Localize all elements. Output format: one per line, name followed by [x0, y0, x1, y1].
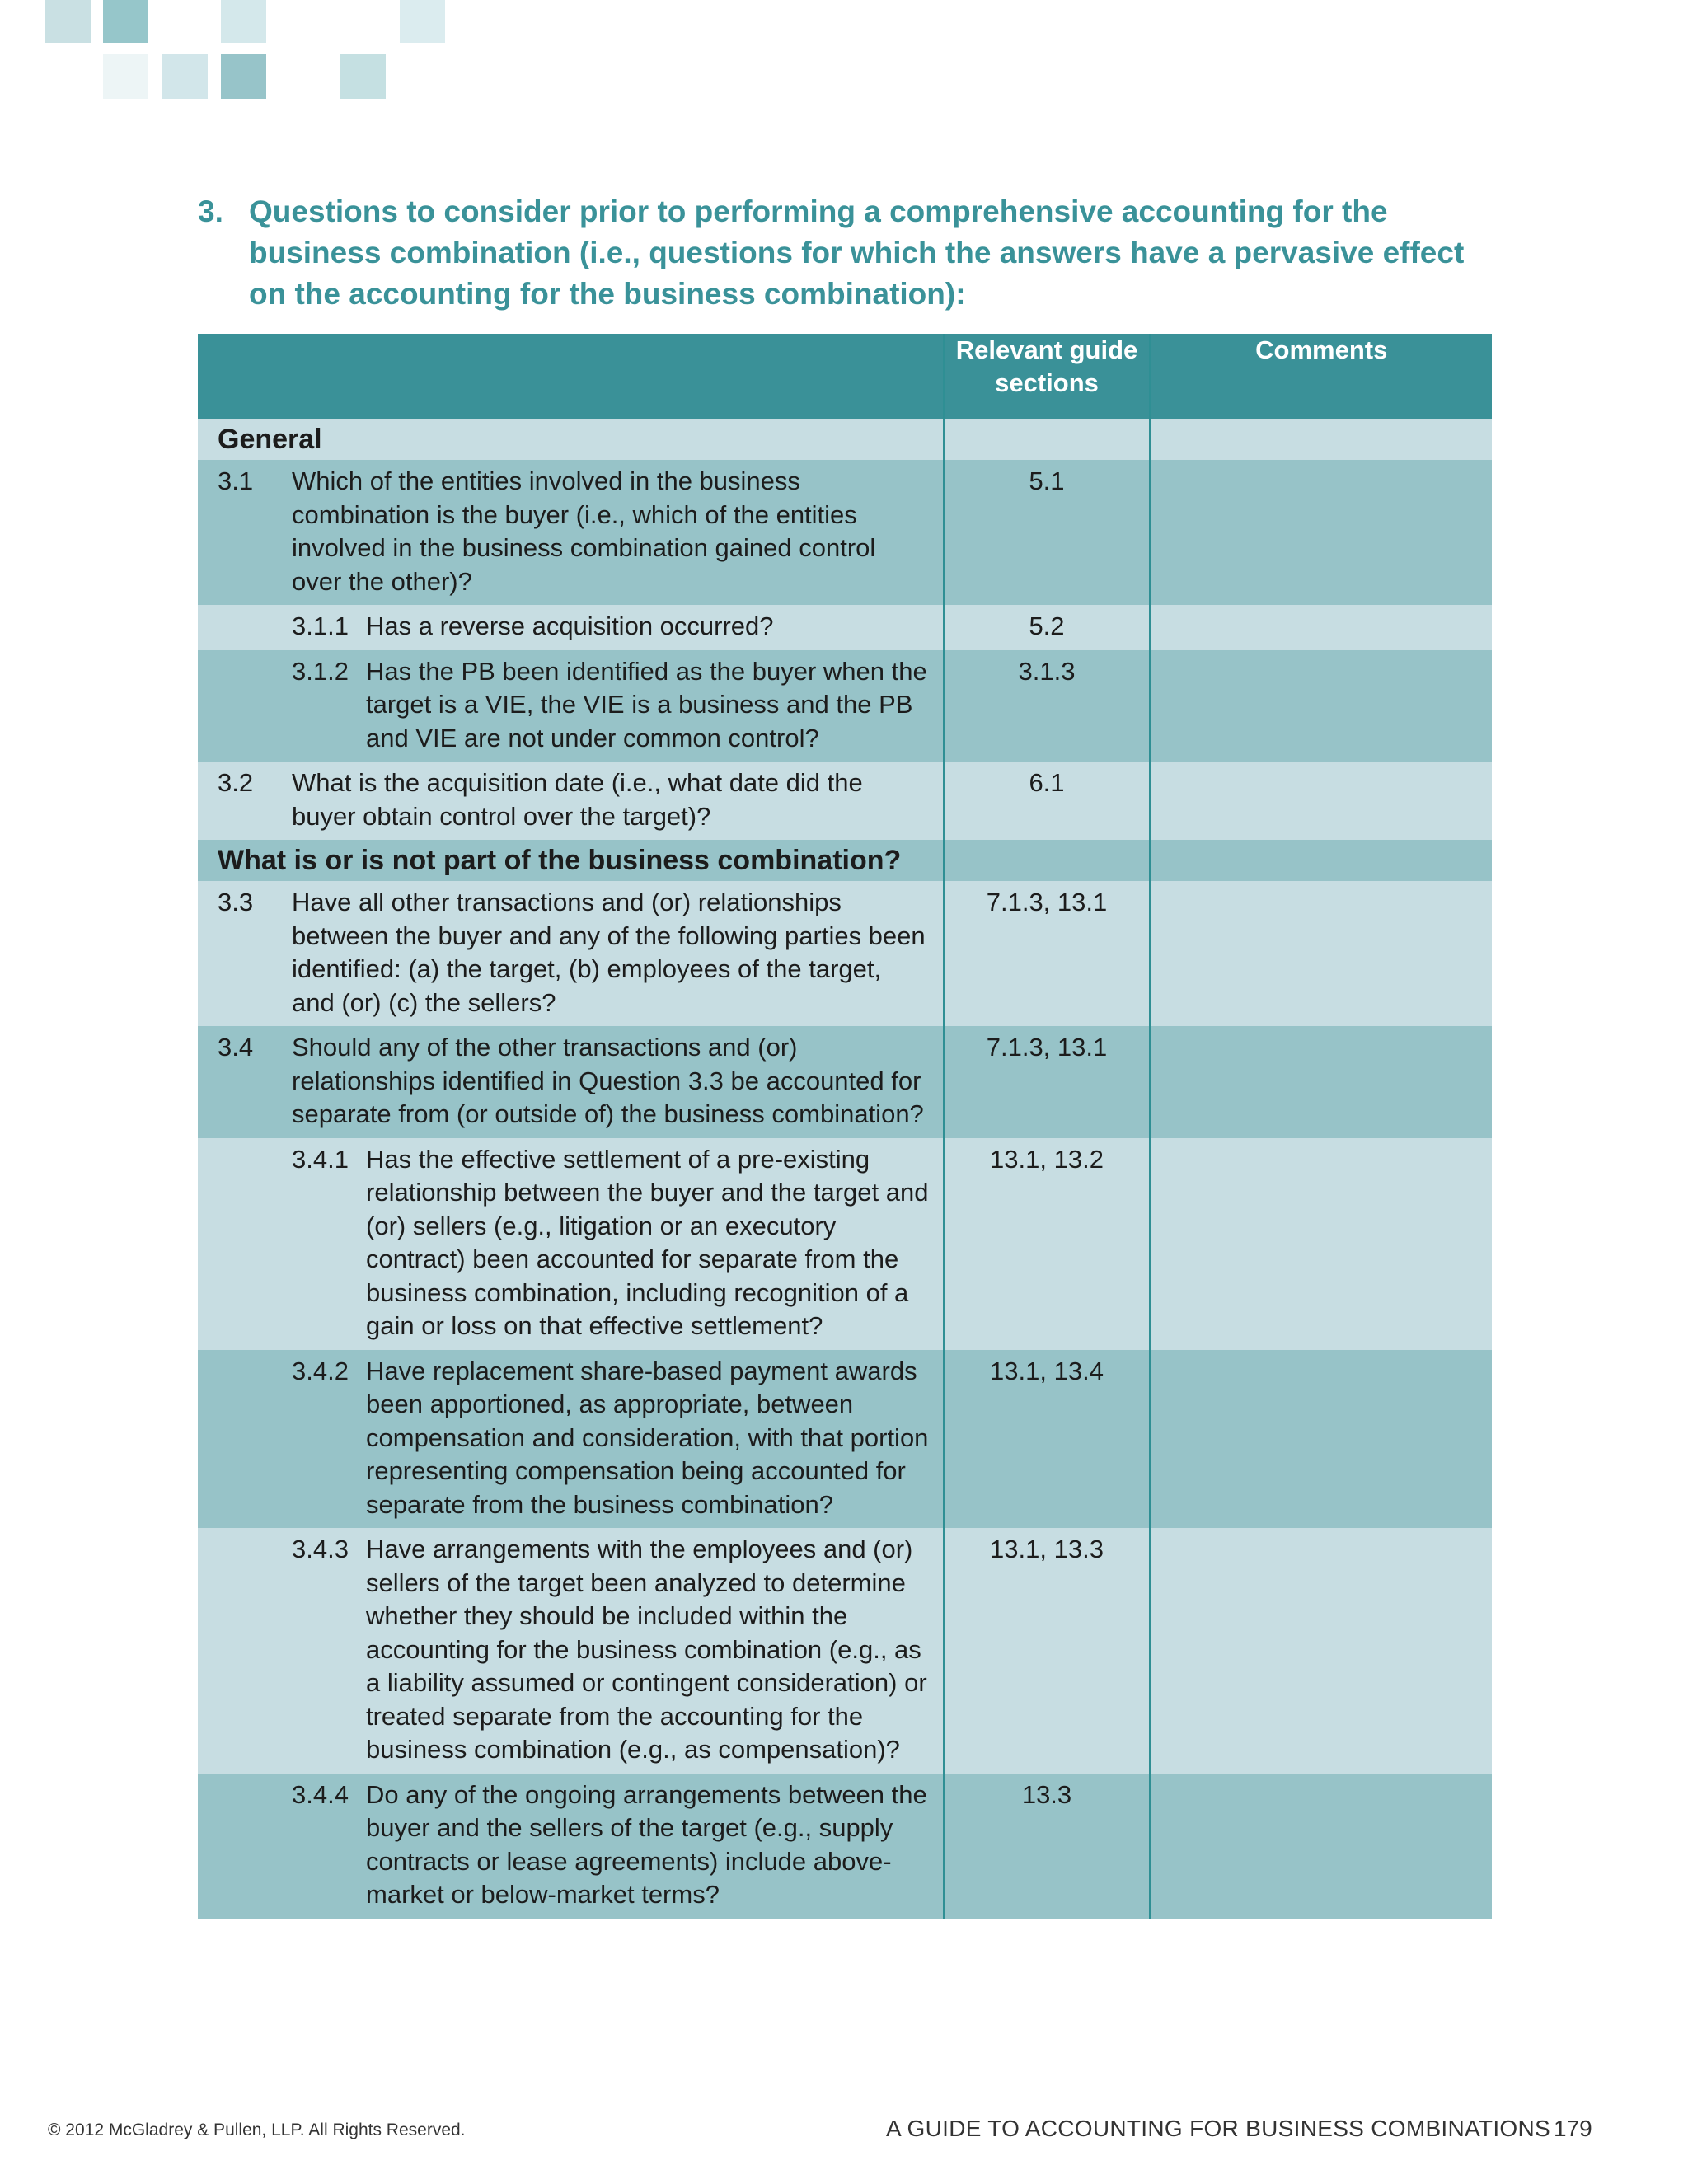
guide-section-ref: 5.1 [1029, 466, 1065, 495]
comment-cell[interactable] [1150, 881, 1492, 1026]
question-text: Have replacement share-based payment awards been apportioned, as appropriate, between compensation and consideration, with that portion representing compensation being accounted for separate from the business combination? [366, 1356, 929, 1519]
decorative-square [103, 0, 148, 43]
guide-section-ref: 3.1.3 [1018, 656, 1076, 686]
guide-section-ref: 13.1, 13.2 [990, 1144, 1104, 1174]
guide-section-ref: 5.2 [1029, 612, 1065, 640]
table-row [198, 1528, 1492, 1774]
guide-section-ref: 7.1.3, 13.1 [986, 888, 1108, 916]
heading-number: 3. [198, 194, 223, 228]
section-heading [198, 191, 1484, 315]
header-relevant-sections: Relevant guide sections [944, 334, 1150, 419]
page-number: 179 [1554, 2116, 1592, 2141]
question-number: 3.4.4 [292, 1779, 349, 1809]
table-row [198, 1774, 1492, 1919]
decorative-square [221, 54, 266, 99]
section-row-general [198, 419, 1492, 460]
question-text: Should any of the other transactions and (or) relationships identified in Question 3.3 be accounted for separate from (or outside of) the business combination? [292, 1033, 924, 1128]
comment-cell[interactable] [1150, 650, 1492, 762]
question-text: Which of the entities involved in the business combination is the buyer (i.e., which of the entities involved in the business combination gained control over the other)? [292, 466, 876, 596]
section-title: What is or is not part of the business combination? [218, 845, 902, 876]
question-text: What is the acquisition date (i.e., what date did the buyer obtain control over the target)? [292, 768, 863, 831]
heading-text: Questions to consider prior to performing a comprehensive accounting for the business combination (i.e., questions for which the answers have a pervasive effect on the accounting for the business combination): [249, 194, 1465, 311]
decorative-square [400, 0, 445, 43]
running-title: A GUIDE TO ACCOUNTING FOR BUSINESS COMBINATIONS [886, 2116, 1550, 2141]
guide-section-ref: 13.3 [1021, 1779, 1072, 1809]
decorative-square [103, 54, 148, 99]
comment-cell[interactable] [1150, 1138, 1492, 1350]
table-row [198, 605, 1492, 650]
decorative-square [340, 54, 386, 99]
question-text: Has a reverse acquisition occurred? [366, 612, 774, 640]
table-row [198, 881, 1492, 1026]
question-number: 3.1.2 [292, 656, 349, 686]
table-header-row [198, 334, 1492, 419]
comment-cell[interactable] [1150, 1350, 1492, 1529]
section-row-part-of-combination [198, 840, 1492, 881]
decorative-square [45, 0, 91, 43]
comment-cell[interactable] [1150, 1528, 1492, 1774]
question-number: 3.4.2 [292, 1356, 349, 1385]
table-row [198, 762, 1492, 840]
decorative-square [221, 0, 266, 43]
table-row [198, 1138, 1492, 1350]
checklist-table [198, 334, 1492, 1919]
table-row [198, 650, 1492, 762]
header-comments: Comments [1150, 334, 1492, 419]
comment-cell[interactable] [1150, 1026, 1492, 1138]
table-row [198, 460, 1492, 605]
table-row [198, 1026, 1492, 1138]
question-text: Has the effective settlement of a pre-existing relationship between the buyer and the target and (or) sellers (e.g., litigation or an executory contract) been accounted for separate from the business combination, including recognition of a gain or loss on that effective settlement? [366, 1144, 929, 1340]
question-number: 3.4 [218, 1033, 254, 1062]
comment-cell[interactable] [1150, 1774, 1492, 1919]
question-text: Do any of the ongoing arrangements between the buyer and the sellers of the target (e.g., supply contracts or lease agreements) include above-market or below-market terms? [366, 1779, 927, 1909]
decorative-square [162, 54, 208, 99]
question-number: 3.4.3 [292, 1535, 349, 1563]
comment-cell[interactable] [1150, 762, 1492, 840]
guide-section-ref: 13.1, 13.3 [990, 1535, 1104, 1563]
question-text: Have arrangements with the employees and (or) sellers of the target been analyzed to determine whether they should be included within the accounting for the business combination (e.g., as a liability assumed or contingent consideration) or treated separate from the accounting for the business combination (e.g., as compensation)? [366, 1535, 927, 1764]
section-title: General [218, 424, 322, 455]
question-number: 3.2 [218, 768, 254, 797]
comment-cell[interactable] [1150, 460, 1492, 605]
guide-section-ref: 7.1.3, 13.1 [986, 1033, 1108, 1062]
guide-section-ref: 13.1, 13.4 [990, 1356, 1104, 1385]
question-text: Has the PB been identified as the buyer when the target is a VIE, the VIE is a business and the PB and VIE are not under common control? [366, 656, 927, 752]
question-text: Have all other transactions and (or) relationships between the buyer and any of the following parties been identified: (a) the target, (b) employees of the target, and (or) (c) the sellers? [292, 888, 926, 1017]
question-number: 3.1 [218, 466, 254, 495]
header-question [198, 334, 944, 419]
copyright-notice: © 2012 McGladrey & Pullen, LLP. All Rights Reserved. [48, 2121, 466, 2139]
guide-section-ref: 6.1 [1029, 768, 1065, 797]
question-number: 3.4.1 [292, 1144, 349, 1174]
table-row [198, 1350, 1492, 1529]
comment-cell[interactable] [1150, 605, 1492, 650]
question-number: 3.1.1 [292, 612, 349, 640]
question-number: 3.3 [218, 888, 254, 916]
